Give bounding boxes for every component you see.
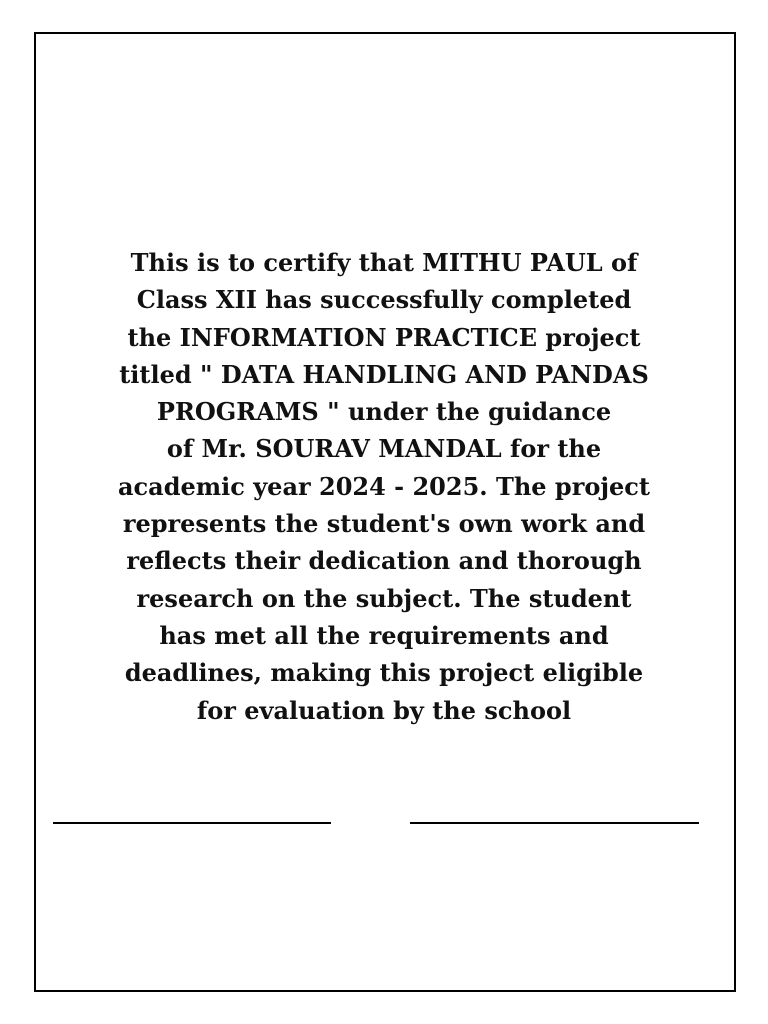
signature-line-left <box>53 822 331 824</box>
certificate-line: titled " DATA HANDLING AND PANDAS <box>119 359 649 389</box>
certificate-line: the INFORMATION PRACTICE project <box>127 322 641 352</box>
certificate-line: PROGRAMS " under the guidance <box>156 397 612 427</box>
certificate-text <box>40 244 728 729</box>
certificate-line: Class XII has successfully completed <box>136 285 632 315</box>
signature-line-right <box>410 822 699 824</box>
certificate-line: academic year 2024 - 2025. The project <box>117 471 650 501</box>
certificate-line: reflects their dedication and thorough <box>126 546 642 576</box>
certificate-line: has met all the requirements and <box>159 620 609 650</box>
certificate-line: for evaluation by the school <box>196 695 572 725</box>
certificate-line: deadlines, making this project eligible <box>124 658 644 688</box>
certificate-line: of Mr. SOURAV MANDAL for the <box>166 434 602 464</box>
certificate-line: represents the student's own work and <box>122 509 646 539</box>
certificate-line: This is to certify that MITHU PAUL of <box>130 248 638 277</box>
certificate-line: research on the subject. The student <box>136 583 632 613</box>
